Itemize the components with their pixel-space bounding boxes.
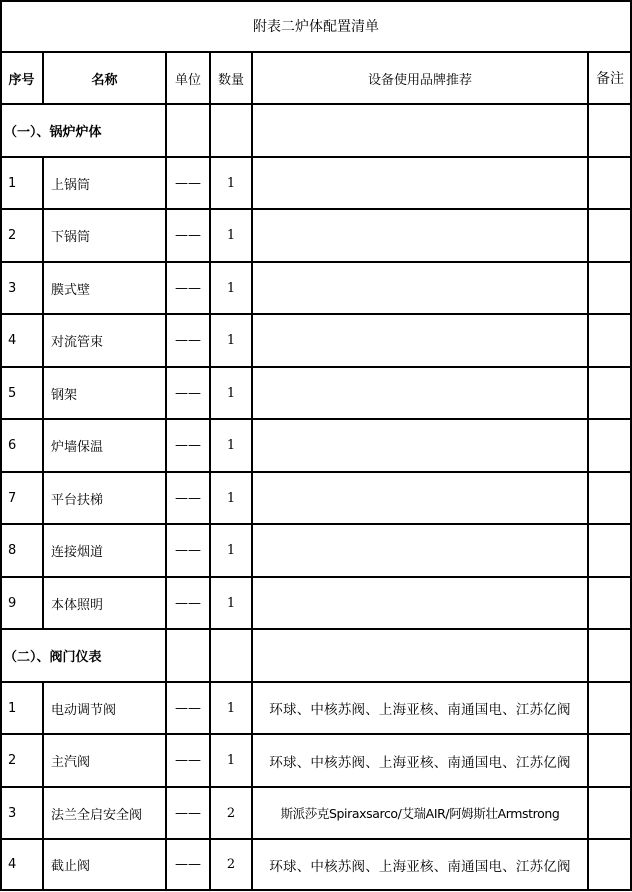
cell-unit: ——: [175, 490, 201, 506]
header-qty: 数量: [217, 72, 244, 88]
grid-line: [165, 51, 167, 891]
grid-line: [42, 156, 44, 629]
cell-qty: 2: [226, 805, 236, 821]
cell-name: 平台扶梯: [51, 492, 104, 508]
cell-qty: 2: [226, 857, 236, 872]
cell-seq: 3: [8, 805, 17, 821]
cell-unit: ——: [175, 543, 201, 558]
grid-line: [0, 576, 632, 578]
cell-unit: ——: [175, 857, 201, 872]
cell-name: 连接烟道: [51, 545, 104, 560]
cell-name: 钢架: [51, 387, 78, 403]
cell-seq: 7: [8, 490, 17, 506]
cell-name: 电动调节阀: [51, 702, 117, 718]
cell-brand: 环球、中核苏阀、上海亚核、南通国电、江苏亿阀: [269, 702, 571, 718]
grid-line: [0, 366, 632, 368]
grid-line: [0, 838, 632, 840]
cell-qty: 1: [226, 175, 236, 191]
table-title: 附表二炉体配置清单: [253, 19, 379, 35]
grid-line: [42, 681, 44, 891]
grid-line: [42, 51, 44, 104]
header-unit: 单位: [174, 72, 201, 88]
cell-qty: 1: [226, 595, 236, 611]
cell-seq: 9: [8, 595, 17, 611]
cell-seq: 1: [8, 175, 17, 191]
cell-qty: 1: [226, 385, 236, 401]
grid-line: [0, 786, 632, 788]
section-title-valves: （二）、阀门仪表: [4, 650, 102, 665]
cell-name: 对流管束: [51, 335, 104, 350]
grid-line: [0, 889, 632, 891]
cell-name: 本体照明: [51, 597, 104, 613]
grid-line: [0, 208, 632, 210]
cell-unit: ——: [175, 385, 201, 401]
cell-unit: ——: [175, 805, 201, 821]
cell-name: 法兰全启安全阀: [51, 807, 143, 823]
grid-line: [0, 418, 632, 420]
cell-unit: ——: [175, 753, 201, 768]
grid-line: [587, 51, 589, 891]
cell-qty: 1: [226, 280, 236, 296]
cell-unit: ——: [175, 700, 201, 716]
cell-seq: 4: [8, 333, 17, 348]
cell-qty: 1: [226, 543, 236, 558]
cell-seq: 3: [8, 280, 17, 296]
cell-unit: ——: [175, 595, 201, 611]
cell-name: 下锅筒: [51, 230, 91, 245]
cell-name: 主汽阀: [51, 755, 91, 770]
cell-qty: 1: [226, 700, 236, 716]
section-title-furnace: （一）、锅炉炉体: [4, 124, 102, 140]
cell-name: 上锅筒: [51, 177, 91, 193]
cell-qty: 1: [226, 333, 236, 348]
grid-line: [0, 523, 632, 525]
grid-line: [0, 628, 632, 630]
cell-seq: 2: [8, 228, 17, 243]
cell-seq: 4: [8, 857, 17, 872]
grid-line: [0, 733, 632, 735]
cell-seq: 5: [8, 385, 17, 401]
grid-line: [0, 51, 632, 53]
grid-line: [0, 156, 632, 158]
cell-name: 截止阀: [51, 859, 91, 874]
grid-line: [0, 103, 632, 105]
header-seq: 序号: [8, 72, 35, 88]
cell-unit: ——: [175, 438, 201, 453]
header-note: 备注: [596, 71, 624, 87]
cell-brand: 斯派莎克Spiraxsarco/艾瑞AIR/阿姆斯壮Armstrong: [280, 806, 560, 821]
cell-unit: ——: [175, 280, 201, 296]
grid-line: [0, 0, 632, 2]
cell-seq: 2: [8, 753, 17, 768]
grid-line: [209, 51, 211, 891]
grid-line: [251, 51, 253, 891]
cell-unit: ——: [175, 175, 201, 191]
cell-unit: ——: [175, 228, 201, 243]
header-brand: 设备使用品牌推荐: [367, 72, 472, 88]
cell-qty: 1: [226, 490, 236, 506]
grid-line: [0, 681, 632, 683]
cell-unit: ——: [175, 333, 201, 348]
cell-name: 炉墙保温: [51, 440, 104, 455]
cell-qty: 1: [226, 228, 236, 243]
grid-line: [0, 0, 2, 891]
header-name: 名称: [91, 72, 118, 88]
cell-seq: 6: [8, 438, 17, 453]
grid-line: [0, 471, 632, 473]
grid-line: [0, 261, 632, 263]
cell-seq: 1: [8, 700, 17, 716]
grid-line: [0, 313, 632, 315]
cell-seq: 8: [8, 543, 17, 558]
cell-brand: 环球、中核苏阀、上海亚核、南通国电、江苏亿阀: [269, 858, 571, 875]
cell-brand: 环球、中核苏阀、上海亚核、南通国电、江苏亿阀: [269, 754, 571, 771]
cell-qty: 1: [226, 438, 236, 453]
cell-name: 膜式壁: [51, 282, 91, 298]
cell-qty: 1: [226, 753, 236, 768]
